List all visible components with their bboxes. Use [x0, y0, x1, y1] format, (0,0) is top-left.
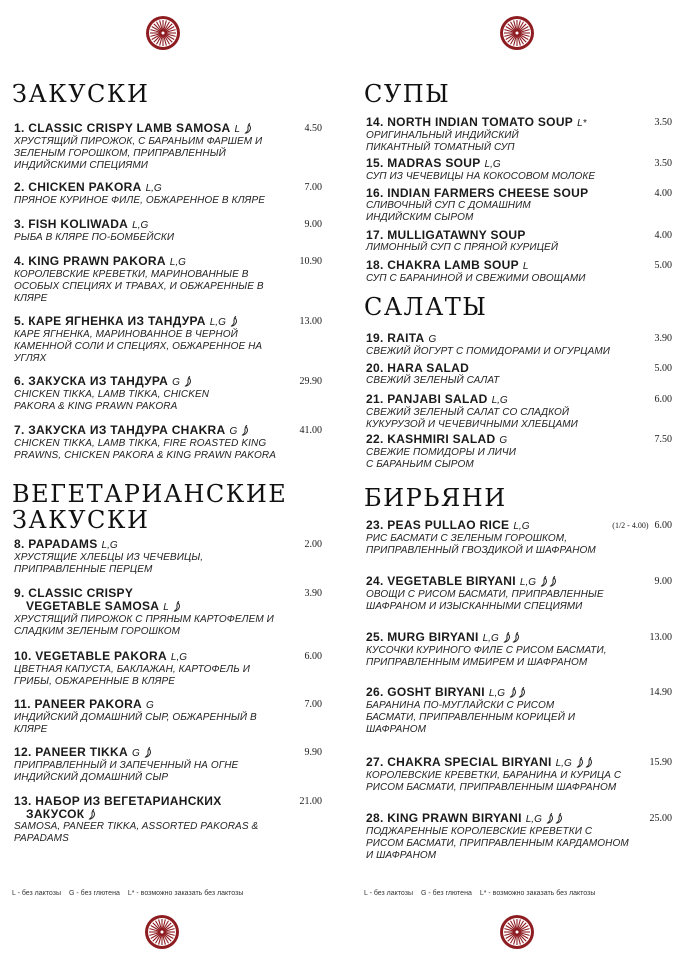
menu-item-title: 26. GOSHT BIRYANI	[366, 685, 485, 699]
menu-item-price-value: 3.90	[654, 333, 672, 344]
menu-item-description: ЗЕЛЕНЫМ ГОРОШКОМ, ПРИПРАВЛЕННЫЙ	[14, 148, 226, 159]
menu-item-spice-level	[172, 599, 181, 613]
menu-item-price-value: 13.00	[299, 316, 322, 327]
menu-item-price-value: 3.50	[654, 158, 672, 169]
menu-item-description: КАМЕННОЙ СОЛИ И СПЕЦИЯХ, ОБЖАРЕННОЕ НА	[14, 341, 263, 352]
menu-item-dietary-tags: L,G	[482, 633, 499, 644]
menu-item-title: 23. PEAS PULLAO RICE	[366, 518, 510, 532]
menu-item-price-value: 14.90	[649, 687, 672, 698]
menu-item-description: РИСОМ БАСМАТИ, ПРИПРАВЛЕННЫМ ШАФРАНОМ	[366, 782, 617, 793]
menu-item-price	[655, 187, 673, 200]
menu-item-dietary-tags: L*	[577, 118, 587, 129]
menu-item	[366, 187, 588, 224]
section-title-salads: САЛАТЫ	[364, 293, 488, 321]
menu-item-description: ХРУСТЯЩИЙ ПИРОЖОК, С БАРАНЬИМ ФАРШЕМ И	[14, 136, 263, 147]
menu-item-price-value: 5.00	[654, 363, 672, 374]
section-title-veg-zakuski: ВЕГЕТАРИАНСКИЕ	[12, 480, 288, 508]
menu-item-price-value: 10.90	[299, 256, 322, 267]
section-title-soups: СУПЫ	[364, 80, 451, 108]
menu-item-price-value: 6.00	[654, 394, 672, 405]
menu-item-description: ИНДИЙСКИЙ ДОМАШНИЙ СЫР, ОБЖАРЕННЫЙ В	[14, 712, 257, 723]
menu-item-title: 7. ЗАКУСКА ИЗ ТАНДУРА CHAKRA	[14, 423, 226, 437]
menu-item-name	[366, 259, 586, 273]
menu-item-price	[305, 587, 323, 600]
menu-item-dietary-tags: L,G	[484, 159, 501, 170]
menu-item-price-value: 41.00	[299, 425, 322, 436]
chili-pepper-icon	[230, 316, 238, 327]
menu-item-description: СВЕЖИЙ ЙОГУРТ С ПОМИДОРАМИ И ОГУРЦАМИ	[366, 346, 611, 357]
menu-item-name	[14, 218, 174, 232]
menu-item	[366, 433, 516, 471]
menu-item-description: КУСОЧКИ КУРИНОГО ФИЛЕ С РИСОМ БАСМАТИ,	[366, 645, 607, 656]
menu-item-description: ШАФРАНОМ	[366, 724, 427, 735]
menu-item-price	[650, 756, 673, 769]
menu-item-title: 1. CLASSIC CRISPY LAMB SAMOSA	[14, 121, 231, 135]
menu-item-price	[300, 255, 323, 268]
menu-item-name	[366, 332, 610, 346]
menu-item-title: 11. PANEER PAKORA	[14, 697, 143, 711]
menu-item-dietary-tags: L	[163, 602, 169, 613]
menu-item-title: 15. MADRAS SOUP	[366, 156, 481, 170]
section-title-veg-zakuski-line2: ЗАКУСКИ	[12, 506, 150, 534]
menu-item-description: ПРИПРАВЛЕННЫМ ИМБИРЕМ И ШАФРАНОМ	[366, 657, 588, 668]
menu-item-spice-level	[87, 807, 96, 821]
menu-item-spice-level	[183, 374, 192, 388]
menu-item-description: ПРЯНОЕ КУРИНОЕ ФИЛЕ, ОБЖАРЕННОЕ В КЛЯРЕ	[14, 195, 265, 206]
menu-item-description: ИНДИЙСКИМ СЫРОМ	[366, 212, 474, 223]
menu-item-dietary-tags: L	[234, 124, 241, 135]
menu-item-name	[366, 393, 578, 407]
menu-item-description: ШАФРАНОМ И ИЗЫСКАННЫМИ СПЕЦИЯМИ	[366, 601, 583, 612]
menu-item-price	[655, 229, 673, 242]
menu-item-title: 16. INDIAN FARMERS CHEESE SOUP	[366, 186, 589, 200]
menu-item-spice-level	[502, 630, 520, 644]
menu-item-spice-level	[539, 574, 557, 588]
chili-pepper-icon	[546, 813, 554, 824]
menu-item	[14, 375, 209, 413]
menu-item-price-value: 5.00	[654, 260, 672, 271]
menu-item-dietary-tags: L,G	[488, 688, 506, 699]
menu-item-name	[14, 375, 209, 389]
menu-item-description: ОРИГИНАЛЬНЫЙ ИНДИЙСКИЙ	[366, 130, 519, 141]
menu-item-name	[14, 424, 276, 438]
menu-item	[14, 795, 258, 845]
menu-item-name	[366, 631, 607, 645]
menu-item-price	[300, 315, 323, 328]
menu-item-price	[300, 375, 323, 388]
legend-lactose: L - без лактозы	[364, 890, 413, 897]
menu-item-name	[366, 187, 588, 200]
menu-item-name	[366, 519, 596, 533]
legend-left	[12, 890, 251, 897]
chakra-emblem-icon	[499, 914, 535, 950]
menu-item-description: CHICKEN TIKKA, LAMB TIKKA, CHICKEN	[14, 389, 210, 400]
menu-item-title: 2. CHICKEN PAKORA	[14, 180, 142, 194]
menu-item-description: ЛИМОННЫЙ СУП С ПРЯНОЙ КУРИЦЕЙ	[366, 242, 559, 253]
menu-item-price	[300, 795, 323, 808]
menu-item-description: БАРАНИНА ПО-МУГЛАЙСКИ С РИСОМ	[366, 700, 555, 711]
menu-item-price	[655, 116, 673, 129]
menu-item-price-value: 4.00	[654, 188, 672, 199]
menu-item-title: 9. CLASSIC CRISPY	[14, 586, 134, 600]
menu-item-title: 12. PANEER TIKKA	[14, 745, 128, 759]
menu-item-description: СУП С БАРАНИНОЙ И СВЕЖИМИ ОВОЩАМИ	[366, 273, 586, 284]
menu-item-price	[305, 698, 323, 711]
menu-item-price-value: 7.00	[304, 182, 322, 193]
menu-item-title-line2: ЗАКУСОК	[26, 807, 85, 821]
menu-item-description: РИС БАСМАТИ С ЗЕЛЕНЫМ ГОРОШКОМ,	[366, 533, 568, 544]
chili-pepper-icon	[173, 601, 181, 612]
chakra-emblem-icon	[499, 15, 535, 51]
menu-item-name	[14, 122, 262, 136]
menu-item-name	[14, 315, 262, 329]
menu-item	[366, 362, 499, 387]
chili-pepper-icon	[88, 809, 96, 820]
chili-pepper-icon	[518, 687, 526, 698]
menu-item-price	[305, 538, 323, 551]
menu-item-price-value: 3.90	[304, 588, 322, 599]
menu-item-dietary-tags: L,G	[513, 521, 530, 532]
menu-item-dietary-tags: L	[522, 261, 529, 272]
menu-item	[366, 756, 621, 794]
menu-item-description: ПРИПРАВЛЕННЫЕ ПЕРЦЕМ	[14, 564, 153, 575]
menu-item-title: 13. НАБОР ИЗ ВЕГЕТАРИАНСКИХ	[14, 794, 222, 808]
menu-item-title: 28. KING PRAWN BIRYANI	[366, 811, 522, 825]
menu-item-price	[655, 157, 673, 170]
menu-item-spice-level	[545, 811, 563, 825]
menu-item	[366, 229, 558, 254]
menu-item-spice-level	[508, 685, 526, 699]
menu-item-description: СЛИВОЧНЫЙ СУП С ДОМАШНИМ	[366, 200, 531, 211]
menu-item-name	[366, 433, 516, 447]
menu-item-dietary-tags: G	[146, 700, 154, 711]
menu-item	[366, 393, 578, 431]
menu-item-title: 20. HARA SALAD	[366, 361, 470, 375]
menu-item	[366, 116, 587, 154]
menu-item-price-value: 2.00	[304, 539, 322, 550]
menu-item-description: С БАРАНЬИМ СЫРОМ	[366, 459, 474, 470]
legend-gluten: G - без глютена	[420, 890, 472, 897]
menu-item-description: PRAWNS, CHICKEN PAKORA & KING PRAWN PAKORA	[14, 450, 277, 461]
menu-item-description: ИНДИЙСКИЙ ДОМАШНИЙ СЫР	[14, 772, 169, 783]
menu-item-name	[366, 229, 558, 242]
menu-item-price-value: 29.90	[299, 376, 322, 387]
chakra-emblem-icon	[145, 15, 181, 51]
menu-item-price-value: 4.50	[304, 123, 322, 134]
menu-item	[14, 538, 203, 576]
menu-item-name	[366, 686, 575, 700]
menu-item-title: 18. CHAKRA LAMB SOUP	[366, 258, 519, 272]
menu-item-title: 21. PANJABI SALAD	[366, 392, 488, 406]
menu-item-price-value: 15.90	[649, 757, 672, 768]
menu-item-name	[366, 362, 499, 375]
menu-item-title: 10. VEGETABLE PAKORA	[14, 649, 167, 663]
menu-item-dietary-tags: L,G	[525, 814, 542, 825]
menu-item-price	[655, 259, 673, 272]
menu-item-price	[612, 519, 672, 532]
menu-item-dietary-tags: L,G	[169, 257, 186, 268]
menu-item-price-value: 9.90	[304, 747, 322, 758]
menu-item-description: УГЛЯХ	[14, 353, 47, 364]
menu-item	[14, 218, 174, 244]
menu-item-spice-level	[240, 423, 249, 437]
menu-item-title: 8. PAPADAMS	[14, 537, 98, 551]
menu-item-description: ПРИПРАВЛЕННЫЙ И ЗАПЕЧЕННЫЙ НА ОГНЕ	[14, 760, 239, 771]
menu-item-description: КОРОЛЕВСКИЕ КРЕВЕТКИ, МАРИНОВАННЫЕ В	[14, 269, 249, 280]
menu-item-description: ПРИПРАВЛЕННЫЙ ГВОЗДИКОЙ И ШАФРАНОМ	[366, 545, 596, 556]
menu-item-dietary-tags: G	[131, 748, 140, 759]
menu-item-spice-level	[229, 314, 238, 328]
menu-item-price-value: 4.00	[654, 230, 672, 241]
menu-item-name	[366, 116, 587, 130]
menu-item-price	[300, 424, 323, 437]
chili-pepper-icon	[555, 813, 563, 824]
menu-item-dietary-tags: L,G	[209, 317, 226, 328]
menu-item-half-price: (1/2 - 4.00)	[612, 521, 649, 530]
menu-item-title: 17. MULLIGATAWNY SOUP	[366, 228, 526, 242]
menu-item-title: 19. RAITA	[366, 331, 425, 345]
menu-item-description: СВЕЖИЙ ЗЕЛЕНЫЙ САЛАТ СО СЛАДКОЙ	[366, 407, 570, 418]
menu-item-dietary-tags: G	[172, 377, 180, 388]
chili-pepper-icon	[184, 376, 192, 387]
menu-item-dietary-tags: G	[499, 435, 508, 446]
menu-item-price-value: 6.00	[304, 651, 322, 662]
menu-item-title: 5. КАРЕ ЯГНЕНКА ИЗ ТАНДУРА	[14, 314, 206, 328]
menu-item-description: ХРУСТЯЩИЙ ПИРОЖОК С ПРЯНЫМ КАРТОФЕЛЕМ И	[14, 614, 274, 625]
menu-item	[14, 698, 257, 736]
menu-item	[14, 315, 262, 365]
menu-item-name	[14, 650, 250, 664]
menu-item-price-value: 7.00	[304, 699, 322, 710]
menu-item	[14, 255, 264, 305]
chakra-emblem-icon	[144, 914, 180, 950]
menu-item-description: ИНДИЙСКИМИ СПЕЦИЯМИ	[14, 160, 149, 171]
chili-pepper-icon	[241, 425, 249, 436]
menu-item-dietary-tags: L,G	[555, 758, 572, 769]
menu-item-description: РИСОМ БАСМАТИ, ПРИПРАВЛЕННЫМ КАРДАМОНОМ	[366, 838, 629, 849]
menu-item-name	[366, 575, 604, 589]
chili-pepper-icon	[512, 632, 520, 643]
menu-item-title: 6. ЗАКУСКА ИЗ ТАНДУРА	[14, 374, 169, 388]
menu-item	[14, 746, 238, 784]
menu-item-dietary-tags: G	[428, 334, 437, 345]
menu-item-title: 4. KING PRAWN PAKORA	[14, 254, 166, 268]
menu-item-dietary-tags: L,G	[170, 652, 188, 663]
menu-item-price-value: 9.00	[654, 576, 672, 587]
menu-item	[366, 575, 604, 613]
menu-item-price-value: 13.00	[649, 632, 672, 643]
section-title-zakuski: ЗАКУСКИ	[12, 80, 150, 108]
menu-item-price	[655, 393, 673, 406]
menu-item-dietary-tags: L,G	[145, 183, 162, 194]
menu-item-description: ХРУСТЯЩИЕ ХЛЕБЦЫ ИЗ ЧЕЧЕВИЦЫ,	[14, 552, 204, 563]
menu-item-price-value: 25.00	[649, 813, 672, 824]
menu-item-description: КАРЕ ЯГНЕНКА, МАРИНОВАННОЕ В ЧЕРНОЙ	[14, 329, 238, 340]
chili-pepper-icon	[585, 757, 593, 768]
menu-item-title: 14. NORTH INDIAN TOMATO SOUP	[366, 115, 574, 129]
menu-item-description: СВЕЖИЕ ПОМИДОРЫ И ЛИЧИ	[366, 447, 516, 458]
menu-item-description: И ШАФРАНОМ	[366, 850, 437, 861]
menu-item-dietary-tags: L,G	[132, 220, 149, 231]
menu-item	[366, 631, 607, 669]
menu-item-name	[14, 698, 257, 712]
menu-item-description: ОСОБЫХ СПЕЦИЯХ И ТРАВАХ, И ОБЖАРЕННЫЕ В	[14, 281, 264, 292]
chili-pepper-icon	[244, 123, 252, 134]
menu-item-price-value: 21.00	[299, 796, 322, 807]
menu-item-description: КЛЯРЕ	[14, 293, 48, 304]
menu-item-name	[14, 181, 265, 195]
menu-item-description: КУКУРУЗОЙ И ЧЕЧЕВИЧНЫМИ ХЛЕБЦАМИ	[366, 419, 578, 430]
chili-pepper-icon	[576, 757, 584, 768]
menu-item-price	[655, 332, 673, 345]
menu-item-dietary-tags: L,G	[101, 540, 118, 551]
chili-pepper-icon	[509, 687, 517, 698]
menu-item-price-value: 6.00	[654, 520, 672, 531]
menu-item-price	[650, 812, 673, 825]
chili-pepper-icon	[503, 632, 511, 643]
menu-item-description: PAKORA & KING PRAWN PAKORA	[14, 401, 178, 412]
menu-item-price	[305, 650, 323, 663]
menu-item-title: 24. VEGETABLE BIRYANI	[366, 574, 516, 588]
menu-item-description: CHICKEN TIKKA, LAMB TIKKA, FIRE ROASTED KING	[14, 438, 267, 449]
menu-item-dietary-tags: L,G	[519, 577, 537, 588]
menu-item-name	[14, 538, 203, 552]
menu-item-description: ЦВЕТНАЯ КАПУСТА, БАКЛАЖАН, КАРТОФЕЛЬ И	[14, 664, 251, 675]
menu-item-description: SAMOSA, PANEER TIKKA, ASSORTED PAKORAS &	[14, 821, 259, 832]
menu-item-description: КЛЯРЕ	[14, 724, 48, 735]
menu-item	[14, 181, 265, 207]
menu-item	[366, 259, 586, 285]
chili-pepper-icon	[144, 747, 152, 758]
legend-right	[364, 890, 603, 897]
menu-item-name-line2	[14, 808, 258, 821]
menu-item-description: СВЕЖИЙ ЗЕЛЕНЫЙ САЛАТ	[366, 375, 500, 386]
menu-item-title: 3. FISH KOLIWADA	[14, 217, 129, 231]
menu-item-description: ОВОЩИ С РИСОМ БАСМАТИ, ПРИПРАВЛЕННЫЕ	[366, 589, 604, 600]
menu-item-price-value: 7.50	[654, 434, 672, 445]
menu-item-name-line2	[14, 600, 274, 614]
chili-pepper-icon	[549, 576, 557, 587]
menu-item-description: СУП ИЗ ЧЕЧЕВИЦЫ НА КОКОСОВОМ МОЛОКЕ	[366, 171, 596, 182]
menu-item-description: ГРИБЫ, ОБЖАРЕННЫЕ В КЛЯРЕ	[14, 676, 176, 687]
menu-item-price	[650, 686, 673, 699]
menu-item-price	[655, 575, 673, 588]
menu-item-spice-level	[575, 755, 593, 769]
legend-lactose-optional: L* - возможно заказать без лактозы	[479, 890, 596, 897]
menu-item-name	[366, 157, 595, 171]
menu-item-title: 25. MURG BIRYANI	[366, 630, 479, 644]
menu-item-price	[305, 181, 323, 194]
menu-item-description: БАСМАТИ, ПРИПРАВЛЕННЫМ КОРИЦЕЙ И	[366, 712, 576, 723]
menu-item	[14, 122, 262, 172]
menu-item-price	[655, 362, 673, 375]
menu-item-title-line2: VEGETABLE SAMOSA	[26, 599, 160, 613]
chili-pepper-icon	[540, 576, 548, 587]
menu-item-price	[305, 746, 323, 759]
menu-item-title: 22. KASHMIRI SALAD	[366, 432, 496, 446]
menu-item-price-value: 3.50	[654, 117, 672, 128]
menu-item-description: РЫБА В КЛЯРЕ ПО-БОМБЕЙСКИ	[14, 232, 175, 243]
menu-item	[366, 812, 629, 862]
menu-item-dietary-tags: L,G	[491, 395, 508, 406]
menu-item-price	[305, 218, 323, 231]
menu-item	[366, 332, 610, 358]
menu-item-dietary-tags: G	[229, 426, 238, 437]
menu-item-description: ПИКАНТНЫЙ ТОМАТНЫЙ СУП	[366, 142, 515, 153]
menu-item	[366, 519, 596, 557]
menu-item	[366, 157, 595, 183]
menu-item-name	[14, 746, 238, 760]
menu-item	[14, 587, 274, 638]
menu-item-name	[366, 756, 621, 770]
section-title-biryani: БИРЬЯНИ	[364, 484, 507, 512]
menu-item-name	[366, 812, 629, 826]
menu-item-price	[655, 433, 673, 446]
menu-item-spice-level	[243, 121, 252, 135]
legend-gluten: G - без глютена	[68, 890, 120, 897]
menu-item-description: СЛАДКИМ ЗЕЛЕНЫМ ГОРОШКОМ	[14, 626, 181, 637]
menu-item-spice-level	[143, 745, 152, 759]
menu-item	[14, 424, 276, 462]
menu-item-description: PAPADAMS	[14, 833, 69, 844]
menu-item-description: ПОДЖАРЕННЫЕ КОРОЛЕВСКИЕ КРЕВЕТКИ С	[366, 826, 593, 837]
menu-item-price	[650, 631, 673, 644]
menu-item-price	[305, 122, 323, 135]
legend-lactose: L - без лактозы	[12, 890, 61, 897]
menu-item	[14, 650, 250, 688]
menu-item-description: КОРОЛЕВСКИЕ КРЕВЕТКИ, БАРАНИНА И КУРИЦА С	[366, 770, 622, 781]
menu-item-name	[14, 255, 264, 269]
menu-item-price-value: 9.00	[304, 219, 322, 230]
menu-item-title: 27. CHAKRA SPECIAL BIRYANI	[366, 755, 552, 769]
legend-lactose-optional: L* - возможно заказать без лактозы	[127, 890, 244, 897]
menu-item	[366, 686, 575, 736]
